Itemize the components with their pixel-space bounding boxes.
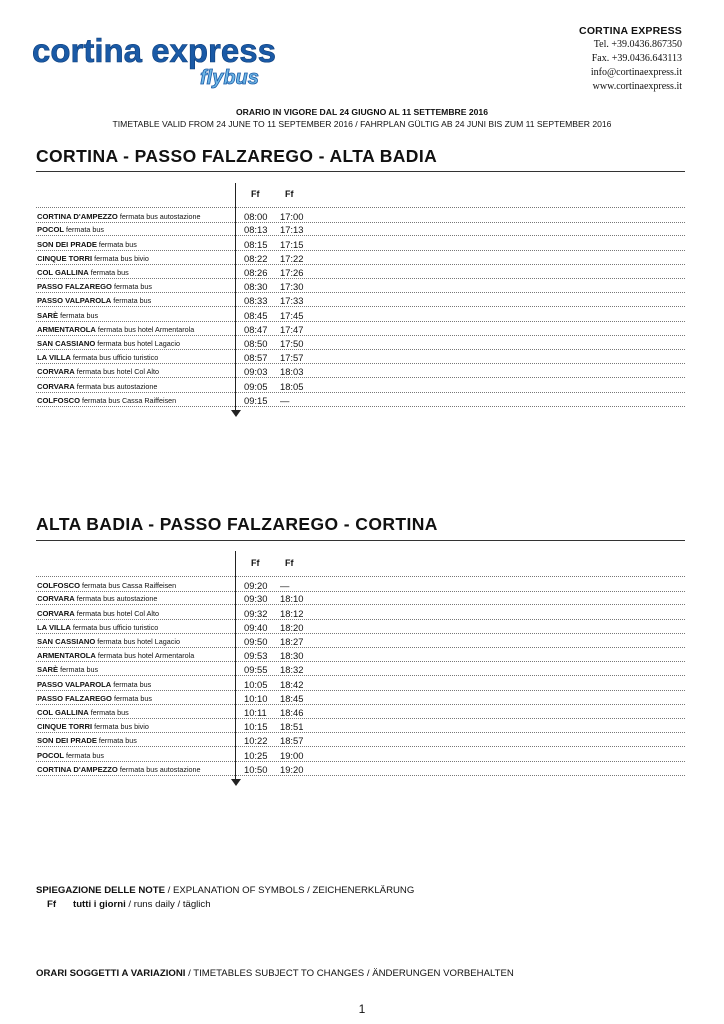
departure-time-run-1: 10:11 [244, 706, 267, 718]
notes-heading-translations: / EXPLANATION OF SYMBOLS / ZEICHENERKLÄRUNG [165, 885, 415, 896]
stop-description: fermata bus autostazione [119, 212, 201, 222]
stop-cell [37, 367, 159, 376]
stop-description: fermata bus ufficio turistico [72, 353, 159, 363]
table-row [36, 690, 685, 705]
departure-time-run-2: — [280, 394, 290, 406]
stop-cell [37, 311, 98, 320]
departure-time-run-2: 18:51 [280, 721, 304, 733]
departure-time-run-1: 10:50 [244, 763, 268, 775]
timetable-title-return: ALTA BADIA - PASSO FALZAREGO - CORTINA [36, 514, 438, 534]
table-row [36, 264, 685, 279]
fax-number: Fax. +39.0436.643113 [591, 53, 682, 64]
stop-name: POCOL [37, 225, 65, 235]
departure-time-run-1: 09:05 [244, 380, 268, 392]
table-row [36, 633, 685, 648]
legend-meaning: tutti i giorni [73, 899, 126, 910]
legend-meaning-translations: / runs daily / täglich [125, 899, 211, 910]
stop-description: fermata bus [98, 736, 137, 746]
direction-arrow-icon [231, 779, 241, 786]
logo-graphic [30, 24, 290, 94]
stop-name: CORVARA [37, 367, 75, 377]
title-divider [36, 171, 685, 172]
departure-time-run-1: 10:25 [244, 749, 268, 761]
table-row [36, 250, 685, 265]
departure-time-run-2: 19:20 [280, 763, 304, 775]
stop-name: ARMENTAROLA [37, 651, 96, 661]
table-row [36, 221, 685, 236]
departure-time-run-1: 08:13 [244, 224, 268, 236]
stop-cell [37, 594, 157, 603]
stop-cell [37, 282, 152, 291]
stop-description: fermata bus ufficio turistico [72, 622, 159, 632]
stop-name: PASSO VALPAROLA [37, 296, 112, 306]
stop-description: fermata bus hotel Armentarola [97, 651, 195, 661]
stop-description: fermata bus Cassa Raiffeisen [82, 581, 177, 591]
changes-disclaimer-bold: ORARI SOGGETTI A VARIAZIONI [36, 968, 186, 979]
departure-time-run-1: 08:50 [244, 337, 268, 349]
table-row [36, 675, 685, 690]
column-header-run-1: Ff [251, 558, 260, 568]
stop-name: LA VILLA [37, 353, 71, 363]
symbol-explanation [36, 884, 414, 912]
departure-time-run-2: 17:15 [280, 238, 304, 250]
table-row [36, 235, 685, 250]
stop-description: fermata bus [90, 267, 129, 277]
table-row [36, 661, 685, 676]
phone-number: Tel. +39.0436.867350 [593, 39, 682, 50]
contact-block [579, 24, 682, 94]
stop-name: CORVARA [37, 594, 75, 604]
stop-name: CORTINA D'AMPEZZO [37, 764, 118, 774]
departure-time-run-2: 18:03 [280, 366, 304, 378]
changes-disclaimer-translations: / TIMETABLES SUBJECT TO CHANGES / ÄNDERUNGEN VORBEHALTEN [185, 968, 514, 979]
stop-description: fermata bus hotel Lagacio [97, 338, 180, 348]
departure-time-run-1: 08:45 [244, 309, 268, 321]
stop-cell [37, 708, 129, 717]
departure-time-run-1: 08:30 [244, 281, 268, 293]
stop-description: fermata bus bivio [94, 722, 149, 732]
departure-time-run-2: 19:00 [280, 749, 304, 761]
table-row [36, 306, 685, 321]
stop-name: SAN CASSIANO [37, 338, 96, 348]
stop-cell [37, 240, 137, 249]
stop-description: fermata bus [113, 693, 152, 703]
departure-time-run-2: 18:42 [280, 678, 304, 690]
departure-time-run-2: 18:10 [280, 593, 304, 605]
stop-cell [37, 651, 194, 660]
email-link[interactable]: info@cortinaexpress.it [590, 67, 682, 78]
stop-cell [37, 765, 201, 774]
departure-time-run-2: 17:00 [280, 211, 304, 223]
stop-description: fermata bus autostazione [119, 764, 201, 774]
table-row [36, 392, 685, 407]
stop-name: CINQUE TORRI [37, 253, 93, 263]
departure-time-run-2: 18:05 [280, 380, 304, 392]
stop-name: CORTINA D'AMPEZZO [37, 212, 118, 222]
validity-english-german: TIMETABLE VALID FROM 24 JUNE TO 11 SEPTEMBER 2016 / FAHRPLAN GÜLTIG AB 24 JUNI BIS ZUM 11 SEPTEMBER 2016 [112, 119, 612, 129]
departure-time-run-2: 17:45 [280, 309, 304, 321]
stop-description: fermata bus hotel Lagacio [97, 636, 180, 646]
departure-time-run-1: 08:47 [244, 323, 268, 335]
stop-description: fermata bus [66, 225, 104, 235]
stop-cell [37, 382, 157, 391]
stop-cell [37, 751, 104, 760]
notes-heading: SPIEGAZIONE DELLE NOTE [36, 885, 165, 896]
departure-time-run-2: 17:50 [280, 337, 304, 349]
logo-text-main: cortina express [32, 32, 276, 69]
departure-time-run-2: 17:30 [280, 281, 304, 293]
changes-disclaimer [36, 968, 514, 979]
stop-description: fermata bus [66, 750, 104, 760]
stop-description: fermata bus [60, 665, 99, 675]
departure-time-run-2: 17:22 [280, 252, 304, 264]
departure-time-run-1: 10:10 [244, 692, 268, 704]
stop-description: fermata bus hotel Col Alto [76, 608, 160, 618]
table-row [36, 377, 685, 392]
title-divider [36, 540, 685, 541]
stop-name: COL GALLINA [37, 267, 89, 277]
table-row [36, 718, 685, 733]
stop-name: CORVARA [37, 381, 75, 391]
departure-time-run-1: 08:57 [244, 352, 268, 364]
departure-time-run-1: 09:50 [244, 635, 268, 647]
departure-time-run-2: 17:13 [280, 224, 304, 236]
stop-description: fermata bus [113, 282, 152, 292]
stop-name: LA VILLA [37, 622, 71, 632]
departure-time-run-1: 09:53 [244, 650, 268, 662]
departure-time-run-1: 09:03 [244, 366, 268, 378]
stop-name: SARÈ [37, 665, 59, 675]
stop-cell [37, 225, 104, 234]
stop-cell [37, 637, 180, 646]
timetable-title-outbound: CORTINA - PASSO FALZAREGO - ALTA BADIA [36, 146, 438, 166]
stop-description: fermata bus [113, 679, 152, 689]
departure-time-run-2: 17:47 [280, 323, 304, 335]
departure-time-run-2: — [280, 580, 290, 592]
table-row [36, 647, 685, 662]
logo-text-sub: flybus [200, 67, 259, 89]
departure-time-run-1: 09:15 [244, 394, 268, 406]
table-row [36, 704, 685, 719]
departure-time-run-2: 18:30 [280, 650, 304, 662]
departure-time-run-1: 08:00 [244, 211, 268, 223]
table-row [36, 349, 685, 364]
stop-cell [37, 212, 201, 221]
table-row [36, 278, 685, 293]
stop-name: COL GALLINA [37, 707, 89, 717]
departure-time-run-2: 18:12 [280, 607, 304, 619]
table-row [36, 619, 685, 634]
validity-info [0, 106, 724, 130]
departure-time-run-2: 18:27 [280, 635, 304, 647]
stop-cell [37, 665, 98, 674]
direction-arrow-icon [231, 410, 241, 417]
departure-time-run-1: 08:33 [244, 295, 268, 307]
stop-cell [37, 296, 151, 305]
stop-cell [37, 325, 194, 334]
stop-cell [37, 609, 159, 618]
table-row [36, 363, 685, 378]
page-number: 1 [358, 1002, 366, 1016]
stop-description: fermata bus autostazione [76, 381, 158, 391]
website-link[interactable]: www.cortinaexpress.it [592, 81, 682, 92]
table-row [36, 292, 685, 307]
stop-description: fermata bus [60, 310, 99, 320]
stop-cell [37, 680, 151, 689]
departure-time-run-2: 18:57 [280, 735, 304, 747]
stop-name: CORVARA [37, 608, 75, 618]
departure-time-run-1: 08:15 [244, 238, 268, 250]
table-row [36, 746, 685, 761]
stop-name: PASSO FALZAREGO [37, 282, 112, 292]
stop-name: SON DEI PRADE [37, 736, 97, 746]
departure-time-run-1: 08:22 [244, 252, 268, 264]
stop-cell [37, 623, 158, 632]
departure-time-run-2: 17:57 [280, 352, 304, 364]
departure-time-run-1: 09:40 [244, 621, 268, 633]
departure-time-run-2: 18:46 [280, 706, 304, 718]
departure-time-run-1: 09:55 [244, 664, 268, 676]
stop-name: SON DEI PRADE [37, 239, 97, 249]
departure-time-run-2: 18:20 [280, 621, 304, 633]
departure-time-run-1: 08:26 [244, 266, 268, 278]
departure-time-run-2: 18:32 [280, 664, 304, 676]
stop-name: PASSO FALZAREGO [37, 693, 112, 703]
legend-symbol: Ff [47, 899, 57, 910]
departure-time-run-1: 09:32 [244, 607, 268, 619]
stop-cell [37, 722, 149, 731]
company-name: CORTINA EXPRESS [579, 25, 682, 37]
stop-name: SARÈ [37, 310, 59, 320]
stop-cell [37, 396, 176, 405]
stop-name: POCOL [37, 750, 65, 760]
departure-time-run-2: 17:33 [280, 295, 304, 307]
stop-name: PASSO VALPAROLA [37, 679, 112, 689]
stop-description: fermata bus autostazione [76, 594, 158, 604]
stop-cell [37, 694, 152, 703]
stop-name: ARMENTAROLA [37, 324, 96, 334]
stop-description: fermata bus hotel Armentarola [97, 324, 195, 334]
departure-time-run-1: 09:30 [244, 593, 268, 605]
table-row [36, 321, 685, 336]
stop-cell [37, 339, 180, 348]
stop-cell [37, 581, 176, 590]
stop-cell [37, 268, 129, 277]
table-row [36, 335, 685, 350]
stop-description: fermata bus [98, 239, 137, 249]
stop-name: COLFOSCO [37, 395, 81, 405]
table-row [36, 761, 685, 776]
stop-name: SAN CASSIANO [37, 636, 96, 646]
departure-time-run-2: 18:45 [280, 692, 304, 704]
stop-description: fermata bus [90, 707, 129, 717]
departure-time-run-2: 17:26 [280, 266, 304, 278]
column-header-run-1: Ff [251, 189, 260, 199]
column-header-run-2: Ff [285, 558, 294, 568]
stop-name: CINQUE TORRI [37, 722, 93, 732]
stop-description: fermata bus [113, 296, 152, 306]
table-row [36, 604, 685, 619]
stop-description: fermata bus Cassa Raiffeisen [82, 395, 177, 405]
column-header-run-2: Ff [285, 189, 294, 199]
stop-description: fermata bus hotel Col Alto [76, 367, 160, 377]
table-row [36, 590, 685, 605]
stop-cell [37, 736, 137, 745]
departure-time-run-1: 09:20 [244, 580, 268, 592]
stop-name: COLFOSCO [37, 581, 81, 591]
departure-time-run-1: 10:05 [244, 678, 268, 690]
departure-time-run-1: 10:15 [244, 721, 268, 733]
stop-cell [37, 254, 149, 263]
departure-time-run-1: 10:22 [244, 735, 268, 747]
cortina-express-logo [30, 24, 290, 94]
table-row [36, 732, 685, 747]
stop-description: fermata bus bivio [94, 253, 149, 263]
validity-italian: ORARIO IN VIGORE DAL 24 GIUGNO AL 11 SETTEMBRE 2016 [236, 107, 488, 117]
stop-cell [37, 353, 158, 362]
